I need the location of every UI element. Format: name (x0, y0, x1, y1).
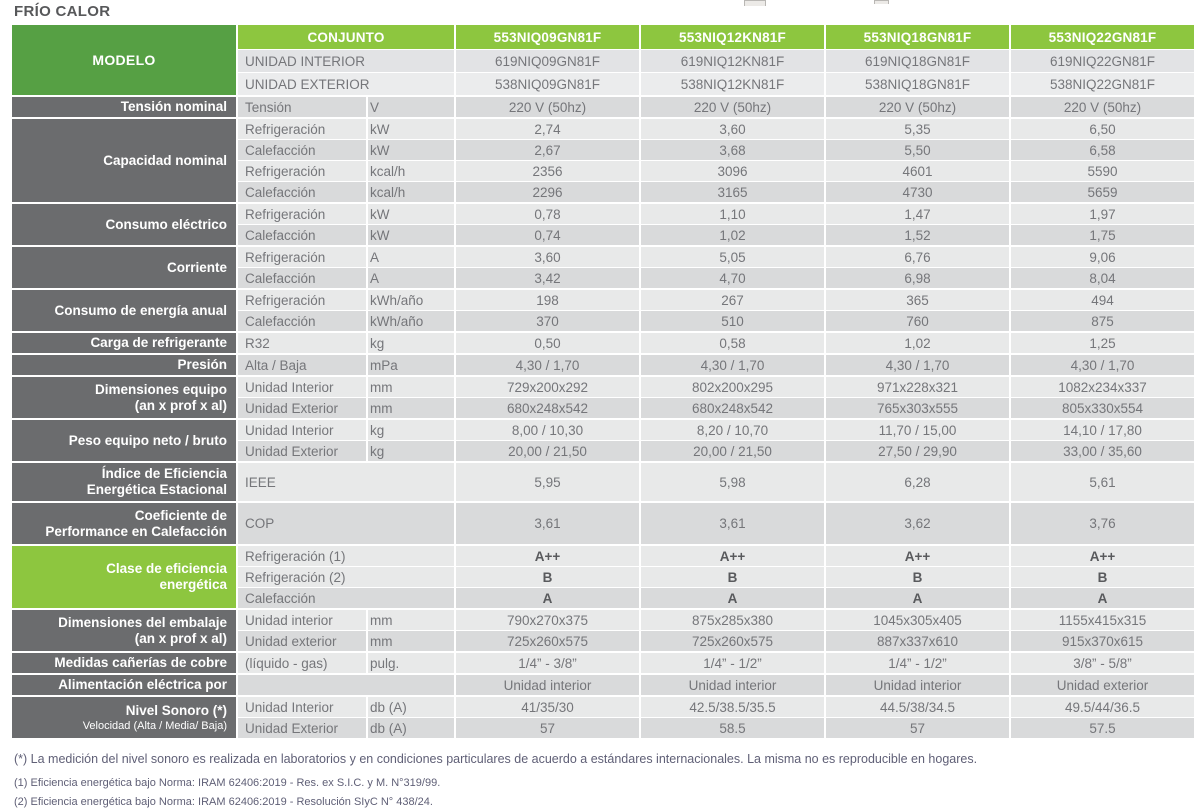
table-row (238, 610, 1194, 630)
cell-value: 11,70 / 15,00 (826, 420, 1009, 440)
group-consumo-energia-anual (12, 290, 1194, 331)
table-row-conjunto (238, 25, 1194, 49)
cell-value: 3165 (641, 182, 824, 202)
cell-value: 1,52 (826, 225, 1009, 245)
row-unit: pulg. (368, 653, 454, 673)
row-sublabel: Calefacción (238, 140, 366, 160)
cell-value: 5,50 (826, 140, 1009, 160)
row-unit: kcal/h (368, 182, 454, 202)
cell-value: 49.5/44/36.5 (1011, 697, 1194, 717)
cell-value: 220 V (50hz) (1011, 97, 1194, 117)
group-label: Presión (12, 355, 236, 375)
cell-value: 57 (456, 718, 639, 738)
row-unit: db (A) (368, 697, 454, 717)
cell-value: Unidad interior (456, 675, 639, 695)
row-unit: kWh/año (368, 311, 454, 331)
cell-value: 3,61 (456, 503, 639, 544)
row-sublabel: Calefacción (238, 268, 366, 288)
table-row (238, 311, 1194, 331)
cell-value: 619NIQ12KN81F (641, 50, 824, 72)
group-label: Nivel Sonoro (*) Velocidad (Alta / Media/ Baja) (12, 697, 236, 738)
table-row-unidad-exterior (238, 73, 1194, 95)
group-label: Corriente (12, 247, 236, 288)
table-row (238, 225, 1194, 245)
cell-value: 33,00 / 35,60 (1011, 441, 1194, 461)
cell-value: 725x260x575 (456, 631, 639, 651)
row-sublabel: IEEE (238, 463, 454, 501)
cell-value: 3,62 (826, 503, 1009, 544)
cell-value: 971x228x321 (826, 377, 1009, 397)
row-sublabel: (líquido - gas) (238, 653, 366, 673)
group-alimentacion-electrica (12, 675, 1194, 695)
cell-value: 1/4” - 1/2” (641, 653, 824, 673)
cell-value: 915x370x615 (1011, 631, 1194, 651)
group-consumo-electrico (12, 204, 1194, 245)
group-capacidad-nominal (12, 119, 1194, 202)
table-row (238, 398, 1194, 418)
cell-value: 5590 (1011, 161, 1194, 181)
row-sublabel: Unidad Exterior (238, 398, 366, 418)
cell-value: B (826, 567, 1009, 587)
cell-value: 6,58 (1011, 140, 1194, 160)
table-row (238, 333, 1194, 353)
group-canerias-cobre (12, 653, 1194, 673)
cell-value: 8,04 (1011, 268, 1194, 288)
group-clase-eficiencia (12, 546, 1194, 608)
cell-value: 8,20 / 10,70 (641, 420, 824, 440)
row-unit: kW (368, 204, 454, 224)
cell-value: 198 (456, 290, 639, 310)
row-sublabel: Refrigeración (2) (238, 567, 454, 587)
cell-value: 14,10 / 17,80 (1011, 420, 1194, 440)
cell-value: 57.5 (1011, 718, 1194, 738)
row-sublabel: Refrigeración (238, 204, 366, 224)
table-row (238, 247, 1194, 267)
cell-value: Unidad interior (826, 675, 1009, 695)
cell-value: 619NIQ09GN81F (456, 50, 639, 72)
group-label: Consumo de energía anual (12, 290, 236, 331)
cell-value: 0,50 (456, 333, 639, 353)
cell-value: 58.5 (641, 718, 824, 738)
cell-value: 0,58 (641, 333, 824, 353)
group-indice-eficiencia (12, 463, 1194, 501)
group-label: Carga de refrigerante (12, 333, 236, 353)
cell-value: 1/4” - 1/2” (826, 653, 1009, 673)
cell-value: A++ (456, 546, 639, 566)
cell-value: 20,00 / 21,50 (456, 441, 639, 461)
cell-value: 4730 (826, 182, 1009, 202)
table-row (238, 355, 1194, 375)
row-sublabel: Refrigeración (1) (238, 546, 454, 566)
table-row (238, 204, 1194, 224)
group-carga-refrigerante (12, 333, 1194, 353)
table-row (238, 441, 1194, 461)
table-row (238, 377, 1194, 397)
cell-value: 765x303x555 (826, 398, 1009, 418)
cell-value: 1,75 (1011, 225, 1194, 245)
row-unit: db (A) (368, 718, 454, 738)
cell-value: 5,61 (1011, 463, 1194, 501)
cell-value: 5,05 (641, 247, 824, 267)
group-modelo (12, 25, 1194, 95)
cell-value: 1082x234x337 (1011, 377, 1194, 397)
cell-value: 3,61 (641, 503, 824, 544)
cell-value: 44.5/38/34.5 (826, 697, 1009, 717)
cell-value: 20,00 / 21,50 (641, 441, 824, 461)
footnote-star: (*) La medición del nivel sonoro es realizada en laboratorios y en condiciones particulares de acuerdo a estándares internacionales. La misma no es reproducible en hogares. (14, 752, 978, 766)
cell-value: 42.5/38.5/35.5 (641, 697, 824, 717)
cell-value: A (826, 588, 1009, 608)
cell-value: 538NIQ22GN81F (1011, 73, 1194, 95)
group-label: Consumo eléctrico (12, 204, 236, 245)
group-label: Tensión nominal (12, 97, 236, 117)
row-unit: kg (368, 333, 454, 353)
group-corriente (12, 247, 1194, 288)
cell-value: A (641, 588, 824, 608)
cell-value: A (1011, 588, 1194, 608)
cell-value: 2356 (456, 161, 639, 181)
table-row (238, 119, 1194, 139)
row-unit: mm (368, 610, 454, 630)
row-sublabel: Unidad Interior (238, 420, 366, 440)
cell-value: Unidad interior (641, 675, 824, 695)
cell-value: 802x200x295 (641, 377, 824, 397)
row-unit: mm (368, 398, 454, 418)
cell-value: 790x270x375 (456, 610, 639, 630)
cell-value: 4,70 (641, 268, 824, 288)
cell-value: 875x285x380 (641, 610, 824, 630)
cell-value: 538NIQ09GN81F (456, 73, 639, 95)
table-row (238, 140, 1194, 160)
cell-value: A++ (826, 546, 1009, 566)
cell-value: 3,42 (456, 268, 639, 288)
cell-value: 680x248x542 (641, 398, 824, 418)
cell-value: 1,10 (641, 204, 824, 224)
cell-value: 875 (1011, 311, 1194, 331)
cell-value: B (456, 567, 639, 587)
row-sublabel: Refrigeración (238, 290, 366, 310)
cell-value: 6,76 (826, 247, 1009, 267)
cell-value: 365 (826, 290, 1009, 310)
cell-value: 3,76 (1011, 503, 1194, 544)
group-label: Capacidad nominal (12, 119, 236, 202)
model-header-cell: 553NIQ09GN81F (456, 25, 639, 49)
row-sublabel: UNIDAD EXTERIOR (238, 73, 454, 95)
table-row (238, 182, 1194, 202)
cell-value: A (456, 588, 639, 608)
group-peso-equipo (12, 420, 1194, 461)
cell-value: 6,98 (826, 268, 1009, 288)
group-label: Índice de Eficiencia Energética Estacional (12, 463, 236, 501)
cell-value: 4,30 / 1,70 (641, 355, 824, 375)
cell-value: 220 V (50hz) (641, 97, 824, 117)
group-presion (12, 355, 1194, 375)
cell-value: 6,50 (1011, 119, 1194, 139)
cell-value: 9,06 (1011, 247, 1194, 267)
cell-value: Unidad exterior (1011, 675, 1194, 695)
page-title: FRÍO CALOR (14, 3, 111, 20)
row-sublabel: Unidad Interior (238, 377, 366, 397)
row-unit: kWh/año (368, 290, 454, 310)
row-sublabel: Calefacción (238, 225, 366, 245)
cell-value: 760 (826, 311, 1009, 331)
cell-value: 3,68 (641, 140, 824, 160)
cell-value: 725x260x575 (641, 631, 824, 651)
model-header-cell: 553NIQ18GN81F (826, 25, 1009, 49)
row-unit: mPa (368, 355, 454, 375)
cell-value: 4,30 / 1,70 (456, 355, 639, 375)
cropped-icon-fragment (744, 0, 766, 6)
row-sublabel: Unidad Exterior (238, 441, 366, 461)
cell-value: 1,25 (1011, 333, 1194, 353)
group-cop (12, 503, 1194, 544)
table-row (238, 420, 1194, 440)
table-row-unidad-interior (238, 50, 1194, 72)
cell-value: 1,47 (826, 204, 1009, 224)
cell-value: 8,00 / 10,30 (456, 420, 639, 440)
row-sublabel: Tensión (238, 97, 366, 117)
cell-value: 0,78 (456, 204, 639, 224)
row-sublabel: Calefacción (238, 182, 366, 202)
footnotes (14, 752, 977, 810)
cell-value: 1,02 (641, 225, 824, 245)
conjunto-header-cell: CONJUNTO (238, 25, 454, 49)
cell-value: A++ (641, 546, 824, 566)
row-sublabel: Alta / Baja (238, 355, 366, 375)
row-sublabel: Refrigeración (238, 119, 366, 139)
row-sublabel: Refrigeración (238, 247, 366, 267)
table-row (238, 161, 1194, 181)
cell-value: B (641, 567, 824, 587)
table-row (238, 631, 1194, 651)
cell-value: 1155x415x315 (1011, 610, 1194, 630)
row-unit: kW (368, 140, 454, 160)
row-unit: V (368, 97, 454, 117)
cell-value: 680x248x542 (456, 398, 639, 418)
row-unit: A (368, 268, 454, 288)
group-label: Clase de eficiencia energética (12, 546, 236, 608)
group-label: Alimentación eléctrica por (12, 675, 236, 695)
footnote-2: (2) Eficiencia energética bajo Norma: IRAM 62406:2019 - Resolución SIyC N° 438/24. (14, 796, 433, 808)
group-dimensiones-embalaje (12, 610, 1194, 651)
cell-value: 2296 (456, 182, 639, 202)
group-tension-nominal (12, 97, 1194, 117)
cell-value: 2,67 (456, 140, 639, 160)
row-unit: kW (368, 119, 454, 139)
group-dimensiones-equipo (12, 377, 1194, 418)
cell-value: 1,97 (1011, 204, 1194, 224)
row-unit: kW (368, 225, 454, 245)
cell-value: 267 (641, 290, 824, 310)
cell-value: 5,35 (826, 119, 1009, 139)
cell-value: 494 (1011, 290, 1194, 310)
cell-value: 3/8” - 5/8” (1011, 653, 1194, 673)
row-sublabel: Calefacción (238, 588, 454, 608)
row-unit: kcal/h (368, 161, 454, 181)
table-row (238, 588, 1194, 608)
cell-value: A++ (1011, 546, 1194, 566)
cell-value: 41/35/30 (456, 697, 639, 717)
cell-value: 1,02 (826, 333, 1009, 353)
row-unit: kg (368, 441, 454, 461)
model-header-cell: 553NIQ22GN81F (1011, 25, 1194, 49)
cell-value: 4601 (826, 161, 1009, 181)
cell-value: 220 V (50hz) (826, 97, 1009, 117)
group-label: Medidas cañerías de cobre (12, 653, 236, 673)
cell-value: 1045x305x405 (826, 610, 1009, 630)
table-row (238, 546, 1194, 566)
footnote-1: (1) Eficiencia energética bajo Norma: IRAM 62406:2019 - Res. ex S.I.C. y M. N°319/99. (14, 777, 441, 789)
cell-value: 510 (641, 311, 824, 331)
cell-value: 5,98 (641, 463, 824, 501)
cell-value: 6,28 (826, 463, 1009, 501)
group-nivel-sonoro (12, 697, 1194, 738)
cell-value: 0,74 (456, 225, 639, 245)
row-unit: A (368, 247, 454, 267)
cell-value: 887x337x610 (826, 631, 1009, 651)
row-sublabel: Unidad interior (238, 610, 366, 630)
table-row (238, 97, 1194, 117)
group-label: Dimensiones del embalaje (an x prof x al) (12, 610, 236, 651)
row-sublabel: Unidad Exterior (238, 718, 366, 738)
row-unit: mm (368, 631, 454, 651)
cell-value: 3,60 (641, 119, 824, 139)
model-header-cell: 553NIQ12KN81F (641, 25, 824, 49)
table-row (238, 718, 1194, 738)
table-row (238, 653, 1194, 673)
row-sublabel: Unidad Interior (238, 697, 366, 717)
table-row (238, 503, 1194, 544)
cell-value: 57 (826, 718, 1009, 738)
table-row (238, 675, 1194, 695)
row-unit: mm (368, 377, 454, 397)
cell-value: 3,60 (456, 247, 639, 267)
cell-value: 220 V (50hz) (456, 97, 639, 117)
row-sublabel (238, 675, 454, 695)
modelo-header-cell (12, 25, 236, 95)
cell-value: 538NIQ12KN81F (641, 73, 824, 95)
cell-value: 619NIQ22GN81F (1011, 50, 1194, 72)
modelo-label: MODELO (92, 52, 156, 68)
cell-value: B (1011, 567, 1194, 587)
cell-value: 3096 (641, 161, 824, 181)
cropped-icon-fragment (874, 0, 889, 4)
cell-value: 619NIQ18GN81F (826, 50, 1009, 72)
row-sublabel: COP (238, 503, 454, 544)
table-row (238, 268, 1194, 288)
row-sublabel: Refrigeración (238, 161, 366, 181)
table-row (238, 290, 1194, 310)
group-label: Coeficiente de Performance en Calefacción (12, 503, 236, 544)
cell-value: 4,30 / 1,70 (826, 355, 1009, 375)
row-sublabel: UNIDAD INTERIOR (238, 50, 454, 72)
table-row (238, 697, 1194, 717)
cell-value: 805x330x554 (1011, 398, 1194, 418)
cell-value: 27,50 / 29,90 (826, 441, 1009, 461)
row-sublabel: R32 (238, 333, 366, 353)
row-sublabel: Unidad exterior (238, 631, 366, 651)
specification-table (12, 25, 1194, 738)
cell-value: 1/4” - 3/8” (456, 653, 639, 673)
cell-value: 4,30 / 1,70 (1011, 355, 1194, 375)
group-label: Dimensiones equipo (an x prof x al) (12, 377, 236, 418)
group-label: Peso equipo neto / bruto (12, 420, 236, 461)
table-row (238, 463, 1194, 501)
cell-value: 729x200x292 (456, 377, 639, 397)
row-sublabel: Calefacción (238, 311, 366, 331)
cell-value: 538NIQ18GN81F (826, 73, 1009, 95)
table-row (238, 567, 1194, 587)
cell-value: 5659 (1011, 182, 1194, 202)
cell-value: 370 (456, 311, 639, 331)
row-unit: kg (368, 420, 454, 440)
cell-value: 2,74 (456, 119, 639, 139)
cell-value: 5,95 (456, 463, 639, 501)
